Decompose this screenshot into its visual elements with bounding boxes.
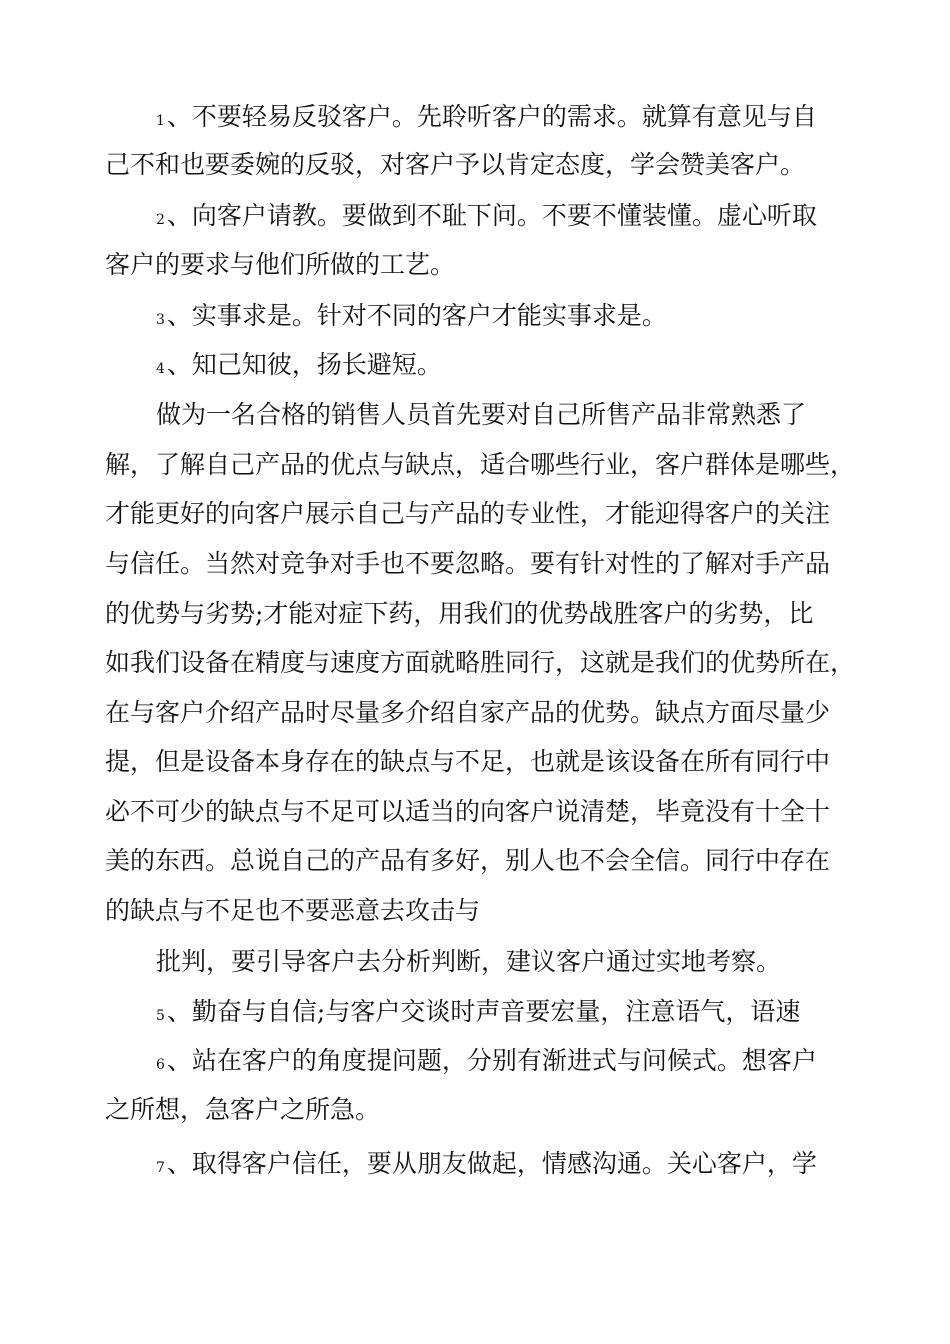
list-item-4	[156, 350, 901, 384]
text-line: 与信任。当然对竞争对手也不要忽略。要有针对性的了解对手产品	[105, 549, 831, 578]
item-number: 1	[156, 113, 165, 129]
text-line: 己不和也要委婉的反驳，对客户予以肯定态度，学会赞美客户。	[105, 150, 806, 179]
text-line: 客户的要求与他们所做的工艺。	[105, 250, 456, 279]
line-text: 、站在客户的角度提问题，分别有渐进式与问候式。想客户	[166, 1046, 817, 1075]
text-line: 必不可少的缺点与不足可以适当的向客户说清楚，毕竟没有十全十	[105, 797, 831, 826]
item-number: 4	[156, 361, 165, 377]
text-line: 如我们设备在精度与速度方面就略胜同行，这就是我们的优势所在，	[105, 648, 856, 677]
text-line: 提，但是设备本身存在的缺点与不足，也就是该设备在所有同行中	[105, 747, 831, 776]
list-item-1	[156, 102, 901, 136]
text-line: 美的东西。总说自己的产品有多好，别人也不会全信。同行中存在	[105, 846, 831, 875]
line-text: 、向客户请教。要做到不耻下问。不要不懂装懂。虚心听取	[166, 201, 817, 230]
text-line: 的优势与劣势;才能对症下药，用我们的优势战胜客户的劣势，比	[105, 599, 814, 628]
line-text: 、勤奋与自信;与客户交谈时声音要宏量，注意语气，语速	[166, 997, 801, 1026]
item-number: 3	[156, 312, 165, 328]
item-number: 2	[156, 212, 165, 228]
line-text: 、知己知彼，扬长避短。	[166, 350, 442, 379]
line-text: 、实事求是。针对不同的客户才能实事求是。	[166, 301, 667, 330]
item-number: 6	[156, 1057, 165, 1073]
text-line: 的缺点与不足也不要恶意去攻击与	[105, 896, 481, 925]
text-line: 才能更好的向客户展示自己与产品的专业性，才能迎得客户的关注	[105, 499, 831, 528]
text-line: 在与客户介绍产品时尽量多介绍自家产品的优势。缺点方面尽量少	[105, 698, 831, 727]
text-line: 解，了解自己产品的优点与缺点，适合哪些行业，客户群体是哪些，	[105, 450, 856, 479]
item-number: 5	[156, 1008, 165, 1024]
list-item-2	[156, 201, 901, 235]
text-line: 之所想，急客户之所急。	[105, 1095, 381, 1124]
item-number: 7	[156, 1160, 165, 1176]
list-item-5	[156, 997, 901, 1031]
line-text: 、不要轻易反驳客户。先聆听客户的需求。就算有意见与自	[166, 102, 817, 131]
line-text: 、取得客户信任，要从朋友做起，情感沟通。关心客户，学	[166, 1149, 817, 1178]
paragraph-first-line: 做为一名合格的销售人员首先要对自己所售产品非常熟悉了	[156, 400, 807, 429]
list-item-6	[156, 1046, 901, 1080]
paragraph-first-line: 批判，要引导客户去分析判断，建议客户通过实地考察。	[156, 947, 782, 976]
list-item-7	[156, 1149, 901, 1183]
list-item-3	[156, 301, 901, 335]
